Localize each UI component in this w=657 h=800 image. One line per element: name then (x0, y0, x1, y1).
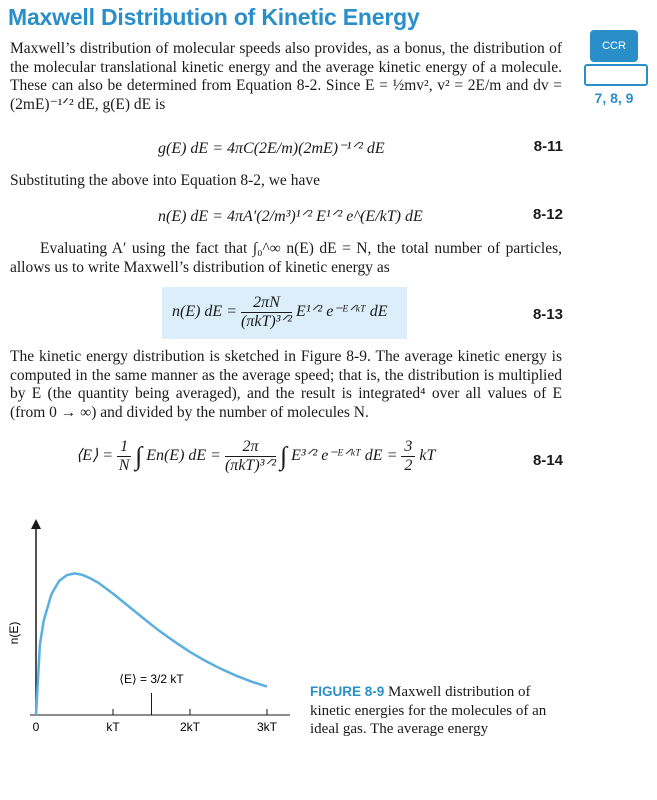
equation-8-13 (0, 292, 657, 338)
figure-caption (310, 683, 550, 739)
equation-8-12-body: n(E) dE = 4πA′(2/m³)¹ᐟ² E¹ᐟ² e^(E/kT) dE (158, 208, 423, 225)
section-heading: Maxwell Distribution of Kinetic Energy (8, 4, 420, 30)
equation-8-14-mid: En(E) dE = (146, 447, 221, 465)
equation-8-14-f2-num: 2π (225, 438, 276, 457)
x-tick-label: 2kT (179, 720, 201, 734)
equation-8-14-f1-den: N (118, 457, 130, 474)
y-axis-label: n(E) (7, 621, 21, 645)
equation-8-12-number: 8-12 (532, 206, 563, 223)
equation-8-13-rhs: E¹ᐟ² e⁻ᴱᐟᵏᵀ dE (296, 303, 388, 321)
equation-8-14-lhs: ⟨E⟩ = (76, 447, 114, 465)
equation-8-14-f3-num: 3 (401, 438, 415, 457)
ccr-margin-icon (582, 28, 648, 108)
ccr-reference-numbers: 7, 8, 9 (594, 90, 634, 106)
equation-8-13-fraction (241, 294, 292, 331)
ccr-laptop-icon: CCR (590, 30, 638, 62)
x-tick-label: 3kT (256, 720, 278, 734)
equation-8-14-f3-den: 2 (404, 457, 413, 474)
equation-8-11-body: g(E) dE = 4πC(2E/m)(2mE)⁻¹ᐟ² dE (158, 140, 385, 157)
figure-caption-text: Maxwell distribution of kinetic energies for the molecules of an ideal gas. The average energy (310, 684, 547, 737)
equation-8-12 (0, 200, 657, 234)
equation-8-13-body (172, 294, 387, 331)
x-tick-label: 0 (32, 720, 40, 734)
equation-8-11 (0, 132, 657, 166)
equation-8-14-f1-num: 1 (117, 438, 131, 457)
paragraph-substitute: Substituting the above into Equation 8-2, we have (10, 172, 320, 189)
equation-8-11-number: 8-11 (533, 138, 563, 155)
mean-energy-label: ⟨E⟩ = 3/2 kT (119, 672, 184, 686)
equation-8-13-number: 8-13 (532, 306, 563, 323)
kinetic-energy-chart (0, 515, 300, 740)
equation-8-14 (0, 438, 657, 488)
x-ticks (33, 709, 278, 734)
paragraph-intro: Maxwell’s distribution of molecular speeds also provides, as a bonus, the distribution of the molecular translational kinetic energy and the average kinetic energy of a molecule. These can also be determined from Equation 8-2. Since E = ½mv², v² = 2E/m and dv = (2mE)⁻¹ᐟ² dE, g(E) dE is (10, 40, 562, 113)
equation-8-14-fraction-2 (225, 438, 276, 475)
equation-8-14-f2-den: (πkT)³ᐟ² (224, 457, 277, 474)
equation-8-14-tail: kT (419, 447, 436, 465)
laptop-base-icon (584, 64, 648, 86)
equation-8-13-denominator: (πkT)³ᐟ² (241, 313, 293, 330)
equation-8-14-rhs: E³ᐟ² e⁻ᴱᐟᵏᵀ dE = (291, 447, 398, 465)
equation-8-13-lhs: n(E) dE = (172, 303, 237, 321)
paragraph-evaluating: Evaluating A′ using the fact that ∫₀^∞ n(E) dE = N, the total number of particles, allows us to write Maxwell’s distribution of kinetic energy as (10, 240, 562, 276)
integral-sign-2: ∫ (280, 441, 288, 471)
y-axis-arrow-icon (31, 519, 41, 529)
equation-8-14-number: 8-14 (532, 452, 563, 469)
integral-sign-1: ∫ (135, 441, 143, 471)
figure-label: FIGURE 8-9 (310, 684, 385, 699)
x-tick-label: kT (106, 720, 120, 734)
equation-8-14-fraction-1 (117, 438, 131, 475)
equation-8-14-fraction-3 (401, 438, 415, 475)
equation-8-14-body (76, 438, 435, 475)
equation-8-13-numerator: 2πN (241, 294, 292, 313)
paragraph-average: The kinetic energy distribution is sketched in Figure 8-9. The average kinetic energy is computed in the same manner as the average speed; that is, the distribution is multiplied by E (the quantity being averaged), and the result is integrated⁴ over all values of E (from 0 → ∞) and divided by the number of molecules N. (10, 348, 562, 421)
